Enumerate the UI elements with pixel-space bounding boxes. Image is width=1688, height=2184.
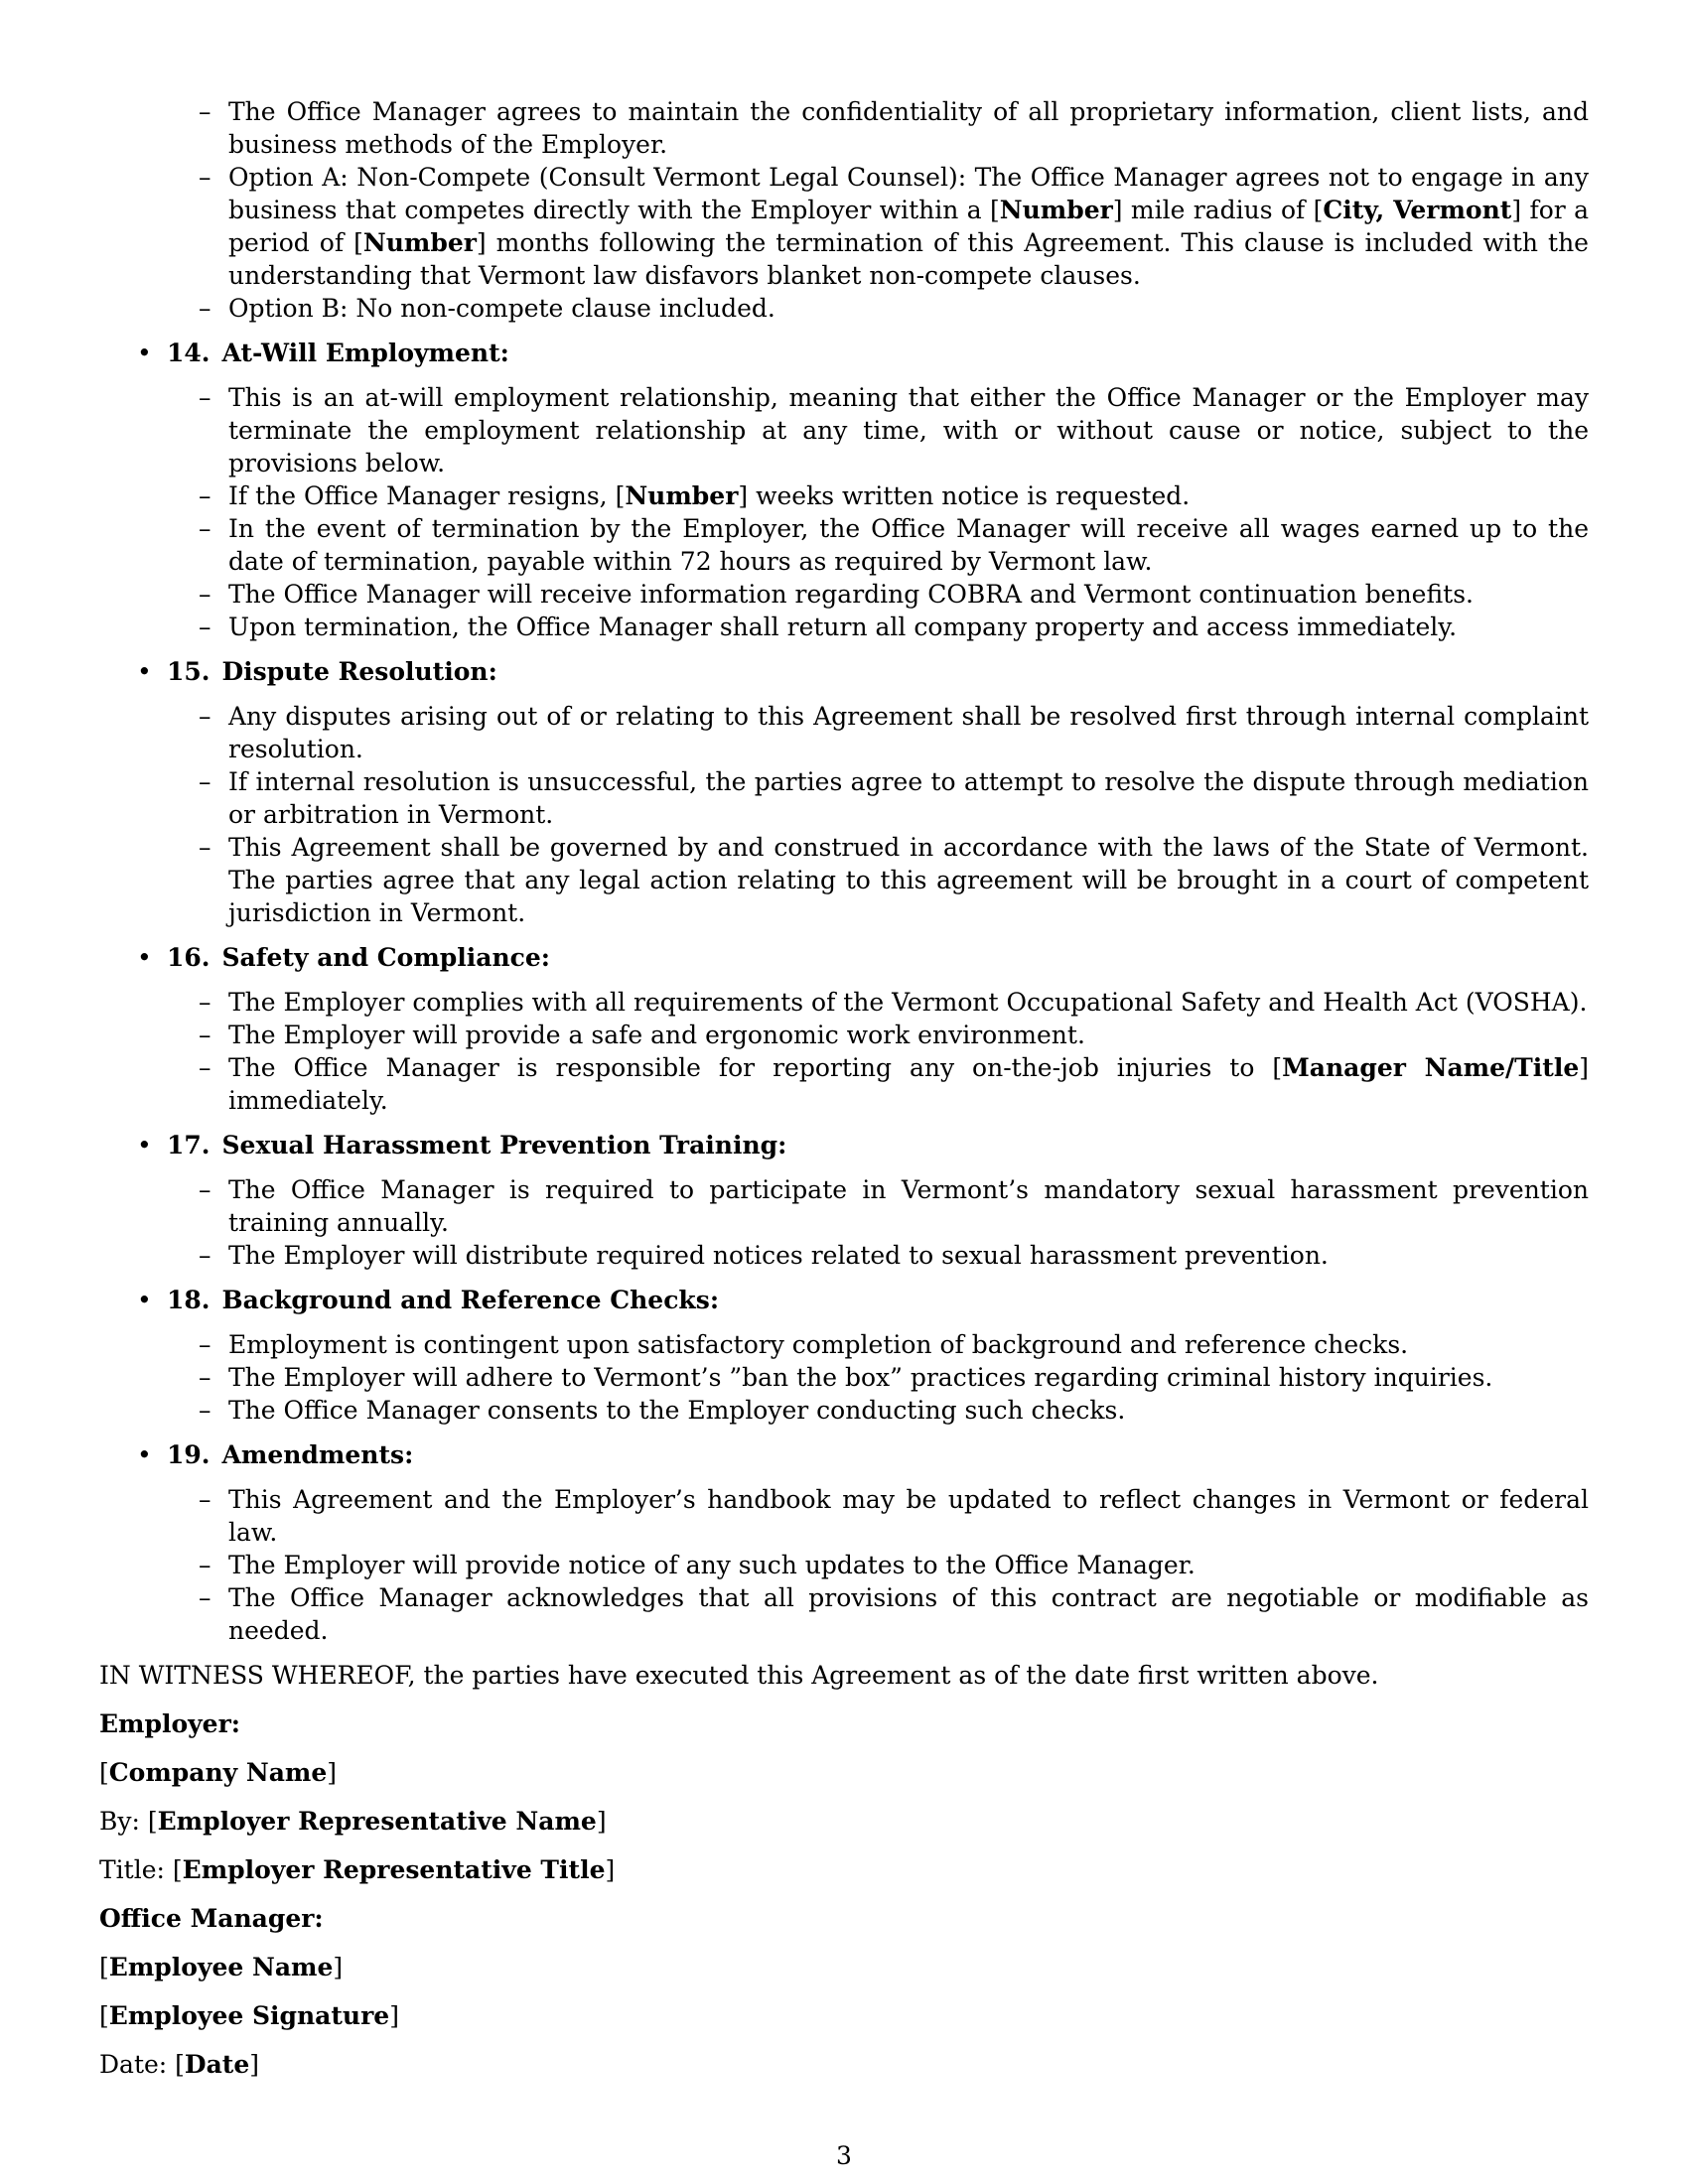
text-run: The Office Manager consents to the Employer conducting such checks. [228,1396,1126,1425]
text-run: [ [99,1953,109,1981]
section-item [99,941,1589,1117]
section-title: Sexual Harassment Prevention Training: [221,1131,787,1160]
list-item [228,1483,1589,1549]
placeholder-field: Employer: [99,1709,240,1738]
list-item [228,986,1589,1019]
text-run: The Office Manager acknowledges that all provisions of this contract are negotiable or modifiable as needed. [228,1583,1589,1645]
list-item [228,1051,1589,1117]
placeholder-field: City, Vermont [1323,196,1512,224]
section-title: Background and Reference Checks: [221,1286,720,1314]
section-sublist [99,986,1589,1117]
signature-line [99,1902,1589,1935]
text-run: The Office Manager is required to participate in Vermont’s mandatory sexual harassment prevention training annually. [228,1175,1589,1237]
placeholder-field: Employee Signature [108,2001,390,2030]
list-item [228,1173,1589,1239]
section-sublist [99,1328,1589,1427]
list-item [228,1328,1589,1361]
placeholder-field: Office Manager: [99,1904,324,1933]
placeholder-field: Number [625,481,739,510]
list-item [228,479,1589,512]
text-run: ] [327,1758,338,1787]
section-heading [99,1129,1589,1161]
section-heading [99,337,1589,369]
signature-line [99,1805,1589,1838]
section-sublist [99,1483,1589,1647]
section-heading [99,1284,1589,1316]
text-run: [ [99,1758,109,1787]
section-heading [99,941,1589,974]
placeholder-field: Manager Name/Title [1282,1053,1580,1082]
intro-sublist [99,95,1589,325]
section-sublist [99,381,1589,643]
list-item [228,292,1589,325]
section-number: 14. [167,339,211,367]
text-run: This Agreement shall be governed by and construed in accordance with the laws of the State of Vermont. The parties agree that any legal action relating to this agreement will be brought in a court of competent jurisdiction in Vermont. [228,833,1589,927]
text-run: Upon termination, the Office Manager shall return all company property and access immediately. [228,613,1458,641]
text-run: Any disputes arising out of or relating to this Agreement shall be resolved first through internal complaint resolution. [228,702,1589,763]
list-item [228,512,1589,578]
list-item [228,578,1589,611]
section-item [99,1129,1589,1272]
text-run: ] [389,2001,399,2030]
witness-statement: IN WITNESS WHEREOF, the parties have executed this Agreement as of the date first written above. [99,1661,1379,1690]
section-number: 16. [167,943,211,972]
section-sublist [99,1173,1589,1272]
list-item [228,1549,1589,1581]
signature-line [99,1853,1589,1886]
text-run: [ [989,196,1000,224]
text-run: Date: [ [99,2050,185,2079]
text-run: By: [ [99,1807,158,1836]
list-item [228,831,1589,929]
list-item [228,381,1589,479]
text-run: The Office Manager is responsible for reporting any on-the-job injuries to [ [228,1053,1283,1082]
text-run: In the event of termination by the Employer, the Office Manager will receive all wages earned up to the date of termination, payable within 72 hours as required by Vermont law. [228,514,1589,576]
section-title: At-Will Employment: [221,339,509,367]
signature-line [99,1707,1589,1740]
signature-line [99,2048,1589,2081]
section-item [99,1284,1589,1427]
placeholder-field: Employer Representative Name [157,1807,597,1836]
text-run: If the Office Manager resigns, [ [228,481,626,510]
text-run: ] weeks written notice is requested. [738,481,1191,510]
text-run: Employment is contingent upon satisfactory completion of background and reference checks. [228,1330,1409,1359]
section-number: 15. [167,657,211,686]
placeholder-field: Number [999,196,1113,224]
text-run: ] [596,1807,607,1836]
placeholder-field: Number [362,228,477,257]
placeholder-field: Employer Representative Title [182,1855,606,1884]
section-list [99,337,1589,1647]
list-item [228,765,1589,831]
text-run: The Office Manager will receive information regarding COBRA and Vermont continuation benefits. [228,580,1474,609]
section-number: 18. [167,1286,211,1314]
text-run: [ [99,2001,109,2030]
text-run: ] [249,2050,260,2079]
list-item [228,700,1589,765]
signature-line [99,1951,1589,1983]
section-number: 19. [167,1440,211,1469]
section-heading [99,1438,1589,1471]
text-run: ] [605,1855,616,1884]
signature-line [99,1999,1589,2032]
text-run: The Office Manager agrees to maintain the confidentiality of all proprietary information, client lists, and business methods of the Employer. [228,97,1589,159]
placeholder-field: Date [184,2050,250,2079]
text-run: The Employer complies with all requirements of the Vermont Occupational Safety and Health Act (VOSHA). [228,988,1588,1017]
text-run: The Employer will provide notice of any such updates to the Office Manager. [228,1551,1196,1579]
list-item [228,1581,1589,1647]
section-item [99,1438,1589,1647]
list-item [228,611,1589,643]
text-run: The Employer will distribute required notices related to sexual harassment prevention. [228,1241,1329,1270]
signature-block [99,1707,1589,2081]
signature-line [99,1756,1589,1789]
text-run: ] [333,1953,344,1981]
list-item [228,1019,1589,1051]
text-run: This is an at-will employment relationship, meaning that either the Office Manager or the Employer may terminate the employment relationship at any time, with or without cause or notice, subject to the provisions below. [228,383,1589,478]
document-page [99,95,1589,2081]
section-sublist [99,700,1589,929]
page-number: 3 [836,2141,852,2170]
text-run: ] immediately. [228,1053,1589,1115]
list-item [228,161,1589,292]
placeholder-field: Employee Name [108,1953,334,1981]
text-run: Option A: Non-Compete (Consult Vermont Legal Counsel): The Office Manager agrees not to engage in any business that competes directly with the Employer within a [228,163,1589,224]
list-item [228,95,1589,161]
text-run: ] for a period of [ [228,196,1590,257]
section-item [99,655,1589,929]
section-item [99,337,1589,643]
text-run: If internal resolution is unsuccessful, the parties agree to attempt to resolve the dispute through mediation or arbitration in Vermont. [228,767,1589,829]
list-item [228,1239,1589,1272]
section-title: Amendments: [221,1440,414,1469]
section-title: Safety and Compliance: [221,943,550,972]
text-run: ] mile radius of [ [1112,196,1324,224]
placeholder-field: Company Name [108,1758,328,1787]
text-run: Option B: No non-compete clause included. [228,294,775,323]
list-item [228,1394,1589,1427]
section-number: 17. [167,1131,211,1160]
list-item [228,1361,1589,1394]
text-run: The Employer will provide a safe and ergonomic work environment. [228,1021,1085,1049]
text-run: ] months following the termination of this Agreement. This clause is included with the understanding that Vermont law disfavors blanket non-compete clauses. [228,228,1589,290]
text-run: The Employer will adhere to Vermont’s ”ban the box” practices regarding criminal history inquiries. [228,1363,1493,1392]
section-title: Dispute Resolution: [221,657,497,686]
text-run: This Agreement and the Employer’s handbook may be updated to reflect changes in Vermont or federal law. [228,1485,1589,1547]
section-heading [99,655,1589,688]
text-run: Title: [ [99,1855,183,1884]
